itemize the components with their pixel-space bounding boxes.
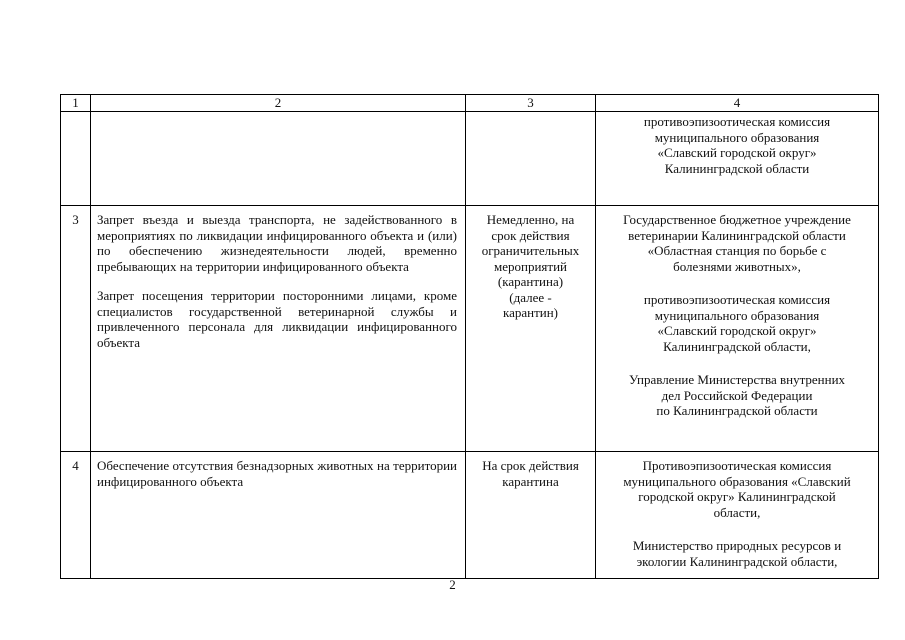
row-number: 4 xyxy=(61,452,91,579)
header-cell: 2 xyxy=(91,95,466,112)
text-line: Противоэпизоотическая комиссия xyxy=(642,458,832,473)
text-line: экологии Калининградской области, xyxy=(636,553,838,569)
responsible-cell xyxy=(596,206,879,452)
text-line: мероприятий xyxy=(494,258,567,274)
text-line: «Областная станция по борьбе с xyxy=(647,243,827,258)
text-line: На срок действия xyxy=(482,458,579,473)
text-line: Управление Министерства внутренних xyxy=(628,372,846,387)
row-number: 3 xyxy=(61,206,91,452)
page-number: 2 xyxy=(449,577,456,592)
text-line: Государственное бюджетное учреждение xyxy=(623,212,851,227)
measures-table xyxy=(60,94,879,579)
text-line: «Славский городской округ» xyxy=(657,323,817,338)
responsible-cell xyxy=(596,112,879,206)
measure-cell xyxy=(91,112,466,206)
text-line: муниципального образования xyxy=(654,129,820,145)
term-cell xyxy=(466,206,596,452)
header-cell: 4 xyxy=(596,95,879,112)
text-line: дел Российской Федерации xyxy=(661,387,813,403)
text-line: ветеринарии Калининградской области xyxy=(628,227,846,243)
text-line: Министерство природных ресурсов и xyxy=(632,538,842,553)
table-row-continuation xyxy=(61,112,879,206)
table-row xyxy=(61,206,879,452)
text-line: срок действия xyxy=(491,227,570,243)
text-line: Калининградской области, xyxy=(663,338,811,354)
text-line: области, xyxy=(713,504,761,520)
measure-text: Обеспечение отсутствия безнадзорных животных на территории инфицированного объекта xyxy=(97,458,457,489)
text-line: Немедленно, на xyxy=(486,212,575,227)
num-cell xyxy=(61,112,91,206)
text-line: муниципального образования xyxy=(654,307,820,323)
text-line: карантина xyxy=(502,473,559,489)
text-line: по Калининградской области xyxy=(656,403,818,418)
measure-text: Запрет посещения территории посторонними лицами, кроме специалистов государственной ветеринарной службы и привлеченного персонала для ликвидации инфицированного объекта xyxy=(97,288,457,350)
header-cell: 3 xyxy=(466,95,596,112)
text-line: ограничительных xyxy=(481,243,580,258)
text-line: противоэпизоотическая комиссия xyxy=(643,292,831,307)
table-row xyxy=(61,452,879,579)
text-line: Калининградской области xyxy=(664,160,810,176)
measure-cell xyxy=(91,206,466,452)
term-cell xyxy=(466,112,596,206)
text-line: болезнями животных», xyxy=(673,258,801,274)
text-line: (далее - xyxy=(509,289,552,305)
responsible-cell xyxy=(596,452,879,579)
text-line: карантин) xyxy=(502,305,559,320)
text-line: (карантина) xyxy=(497,274,564,289)
text-line: муниципального образования «Славский xyxy=(623,473,851,489)
measure-text: Запрет въезда и выезда транспорта, не задействованного в мероприятиях по ликвидации инфицированного объекта и (или) по обеспечению жизнедеятельности людей, временно пребывающих на территории инфицированного объекта xyxy=(97,212,457,274)
text-line: противоэпизоотическая комиссия xyxy=(643,114,831,129)
header-cell: 1 xyxy=(61,95,91,112)
measure-cell xyxy=(91,452,466,579)
text-line: «Славский городской округ» xyxy=(657,145,817,160)
text-line: городской округ» Калининградской xyxy=(638,489,836,504)
term-cell xyxy=(466,452,596,579)
table-header-row xyxy=(61,95,879,112)
